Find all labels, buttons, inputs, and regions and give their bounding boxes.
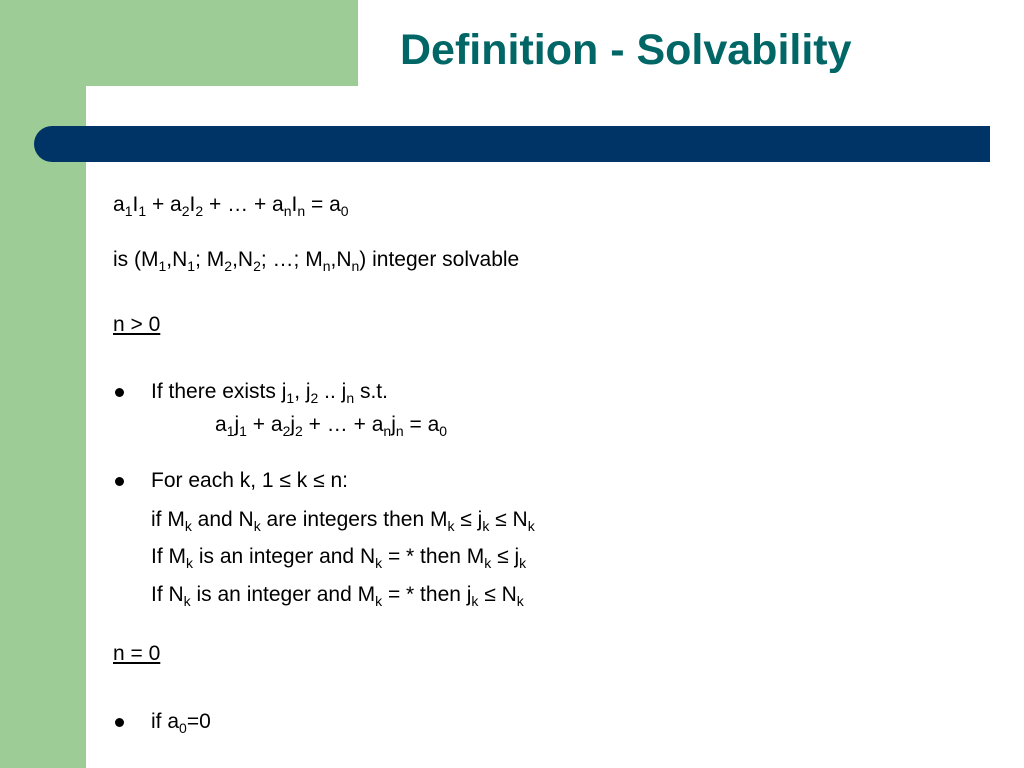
condition-both-integers: if $M_k$ and $N_k$ are integers then $M_k \le j_k \le N_k$	[151, 508, 535, 534]
bullet-icon	[115, 718, 124, 727]
bullet-a0-zero: if $a_0=0$	[151, 710, 211, 736]
bullet-equation: $a_1j_1 + a_2j_2$ + … + $a_nj_n = a_0$	[215, 413, 448, 439]
bullet-icon	[115, 477, 124, 486]
bullet-exists-j: If there exists $j_1$, $j_2$ .. $j_n$ s.t.	[151, 380, 388, 406]
bullet-for-each-k: For each k, 1 ≤ k ≤ n:	[151, 469, 348, 492]
condition-n-integer: If $N_k$ is an integer and $M_k$ = * then $j_k \le N_k$	[151, 583, 524, 609]
case-heading-n-positive: n > 0	[113, 313, 161, 336]
solvable-statement: is ($M_1,N_1$; $M_2,N_2$; …; $M_n,N_n$) integer solvable	[113, 248, 520, 274]
slide-title: Definition - Solvability	[400, 26, 852, 74]
condition-m-integer: If $M_k$ is an integer and $N_k$ = * then $M_k \le j_k$	[151, 545, 527, 571]
bullet-icon	[115, 388, 124, 397]
equation-line: $a_1I_1 + a_2I_2$ + … + $a_nI_n = a_0$	[113, 193, 349, 219]
case-heading-n-zero: n = 0	[113, 642, 161, 665]
